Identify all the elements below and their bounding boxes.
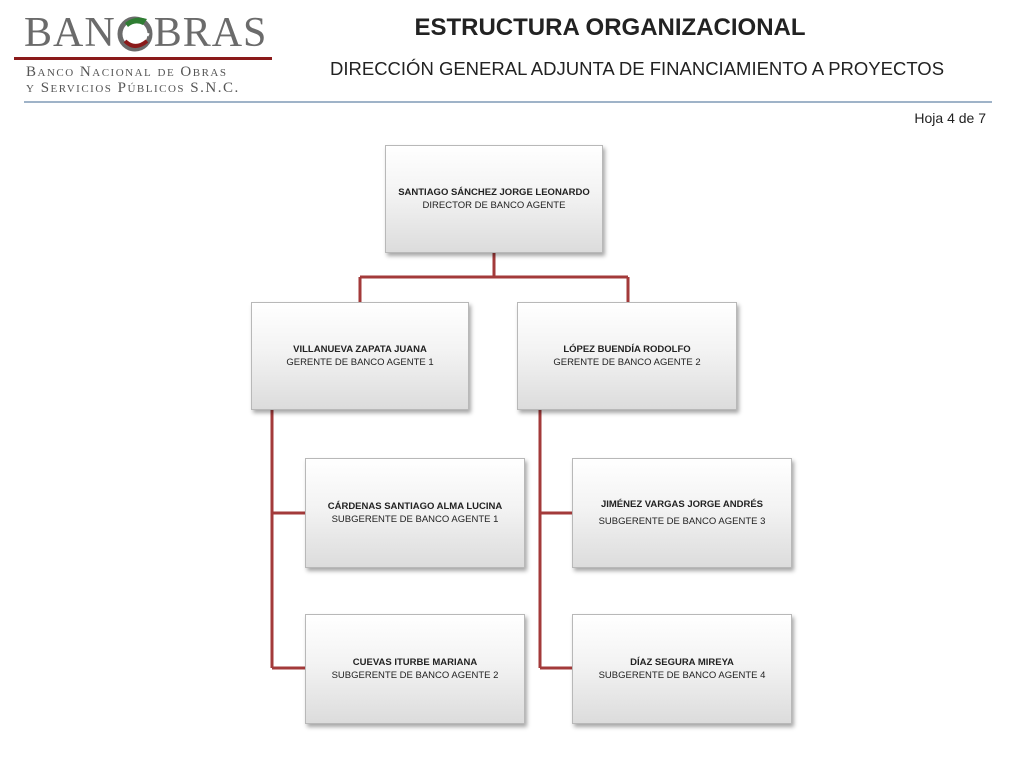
page-number: Hoja 4 de 7 [914, 110, 986, 126]
page-title: ESTRUCTURA ORGANIZACIONAL [414, 14, 806, 41]
node-role: SUBGERENTE DE BANCO AGENTE 1 [331, 514, 499, 525]
org-node-sub-1 [305, 458, 525, 568]
org-node-director [385, 145, 603, 253]
page-subtitle: DIRECCIÓN GENERAL ADJUNTA DE FINANCIAMIENTO A PROYECTOS [330, 58, 945, 79]
logo-word-right: BRAS [153, 10, 268, 56]
node-role: SUBGERENTE DE BANCO AGENTE 2 [331, 670, 499, 681]
node-role: GERENTE DE BANCO AGENTE 1 [286, 357, 434, 368]
node-name: VILLANUEVA ZAPATA JUANA [293, 344, 427, 355]
org-node-manager-1 [251, 302, 469, 410]
node-role: GERENTE DE BANCO AGENTE 2 [553, 357, 701, 368]
node-role: SUBGERENTE DE BANCO AGENTE 4 [598, 670, 766, 681]
node-role: SUBGERENTE DE BANCO AGENTE 3 [598, 516, 766, 527]
node-name: JIMÉNEZ VARGAS JORGE ANDRÉS [600, 499, 764, 510]
node-name: SANTIAGO SÁNCHEZ JORGE LEONARDO [398, 187, 590, 198]
org-node-manager-2 [517, 302, 737, 410]
node-name: CÁRDENAS SANTIAGO ALMA LUCINA [327, 501, 503, 512]
logo-subtitle-line1: Banco Nacional de Obras [26, 64, 228, 80]
org-node-sub-2 [305, 614, 525, 724]
org-node-sub-3 [572, 458, 792, 568]
node-name: LÓPEZ BUENDÍA RODOLFO [563, 344, 691, 355]
node-role: DIRECTOR DE BANCO AGENTE [422, 200, 566, 211]
node-name: DÍAZ SEGURA MIREYA [630, 657, 734, 668]
node-name: CUEVAS ITURBE MARIANA [352, 657, 478, 668]
logo-subtitle-line2: y Servicios Públicos S.N.C. [26, 80, 240, 96]
org-node-sub-4 [572, 614, 792, 724]
logo-word-left: BAN [24, 10, 116, 56]
